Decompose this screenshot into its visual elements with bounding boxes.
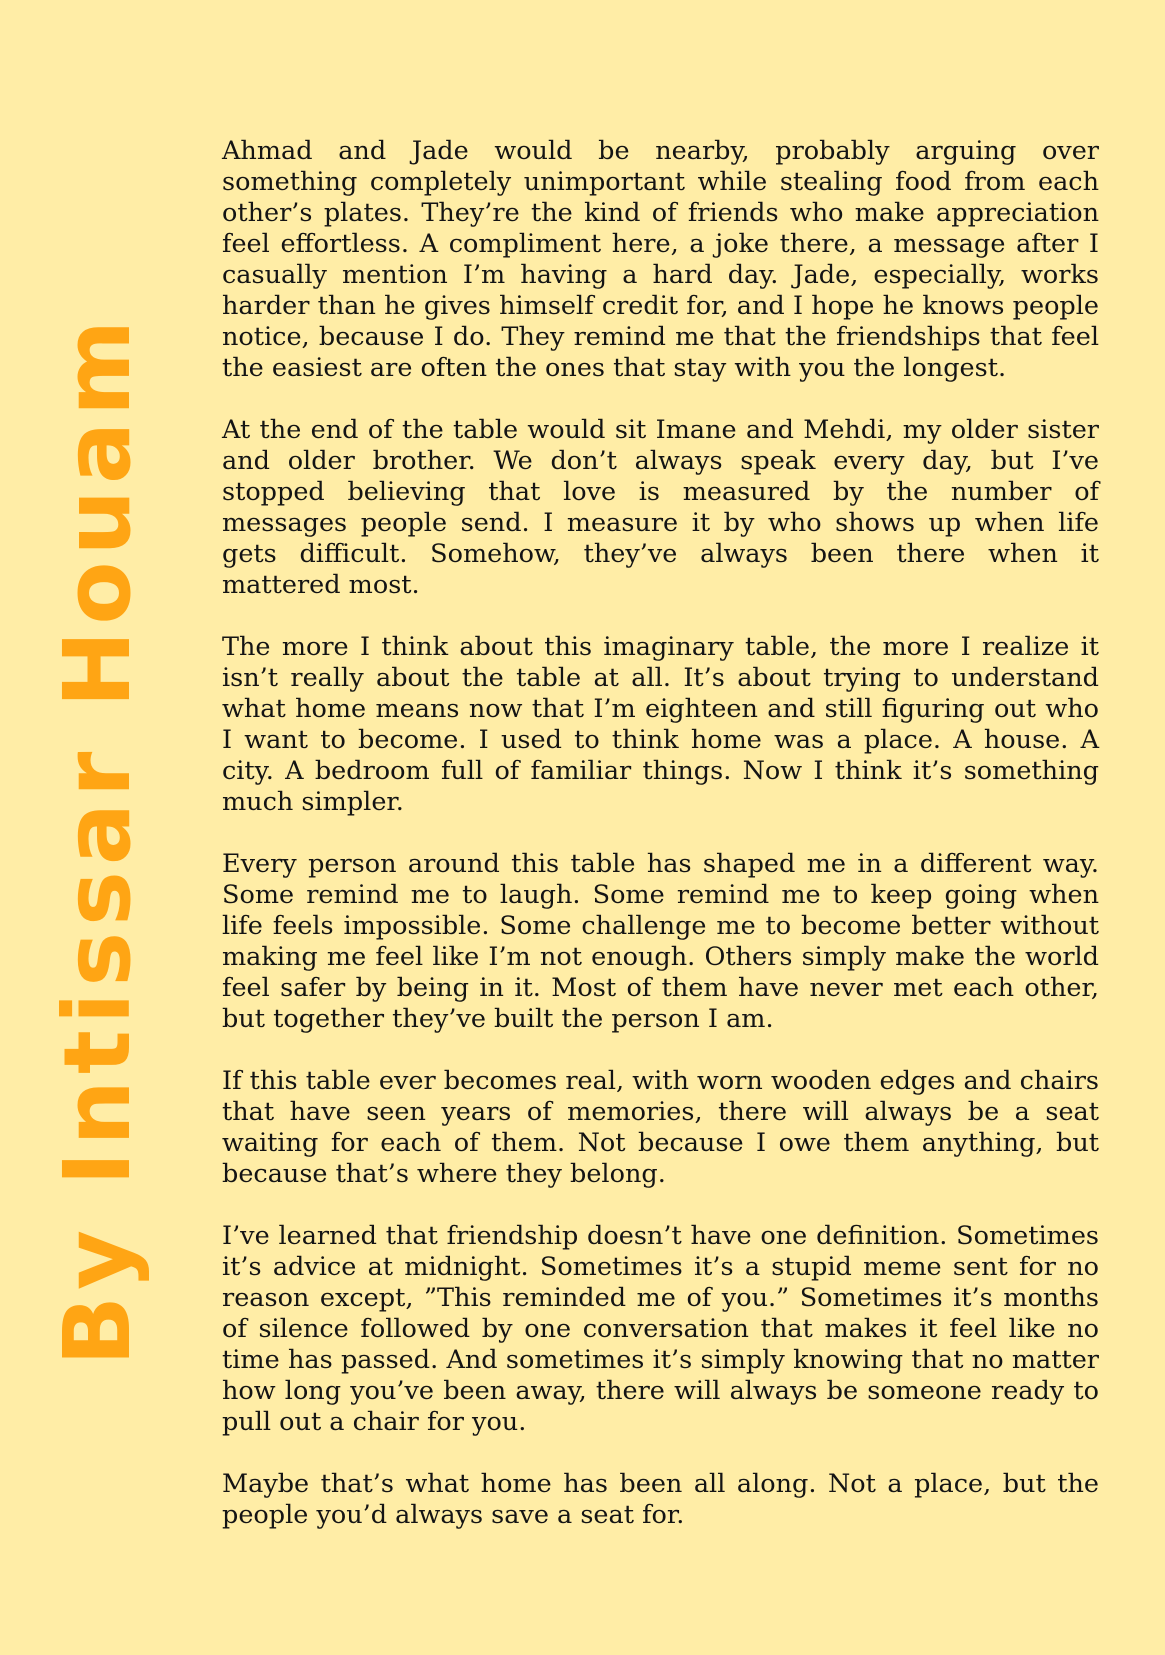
- paragraph: Every person around this table has shaped me in a different way. Some remind me to laugh. Some remind me to keep going when life feels impossible. Some challenge me to become better without making me feel like I’m not enough. Others simply make the world feel safer by being in it. Most of them have never met each other, but together they’ve built the person I am.: [222, 849, 1099, 1034]
- paragraph: I’ve learned that friendship doesn’t have one definition. Sometimes it’s advice at midnight. Sometimes it’s a stupid meme sent for no reason except, ”This reminded me of you.” Sometimes it’s months of silence followed by one conversation that makes it feel like no time has passed. And sometimes it’s simply knowing that no matter how long you’ve been away, there will always be someone ready to pull out a chair for you.: [222, 1221, 1099, 1437]
- paragraph: Ahmad and Jade would be nearby, probably arguing over something completely unimportant while stealing food from each other’s plates. They’re the kind of friends who make appreciation feel effortless. A compliment here, a joke there, a message after I casually mention I’m having a hard day. Jade, especially, works harder than he gives himself credit for, and I hope he knows people notice, because I do. They remind me that the friendships that feel the easiest are often the ones that stay with you the longest.: [222, 136, 1099, 383]
- paragraph: The more I think about this imaginary table, the more I realize it isn’t really about the table at all. It’s about trying to understand what home means now that I’m eighteen and still figuring out who I want to become. I used to think home was a place. A house. A city. A bedroom full of familiar things. Now I think it’s something much simpler.: [222, 632, 1099, 817]
- paragraph: At the end of the table would sit Imane and Mehdi, my older sister and older brother. We don’t always speak every day, but I’ve stopped believing that love is measured by the number of messages people send. I measure it by who shows up when life gets difficult. Somehow, they’ve always been there when it mattered most.: [222, 415, 1099, 600]
- essay-body: [222, 136, 1099, 1531]
- paragraph: If this table ever becomes real, with worn wooden edges and chairs that have seen years of memories, there will always be a seat waiting for each of them. Not because I owe them anything, but because that’s where they belong.: [222, 1066, 1099, 1189]
- author-byline: By Intissar Houam: [44, 313, 151, 1366]
- paragraph: Maybe that’s what home has been all along. Not a place, but the people you’d always save a seat for.: [222, 1469, 1099, 1530]
